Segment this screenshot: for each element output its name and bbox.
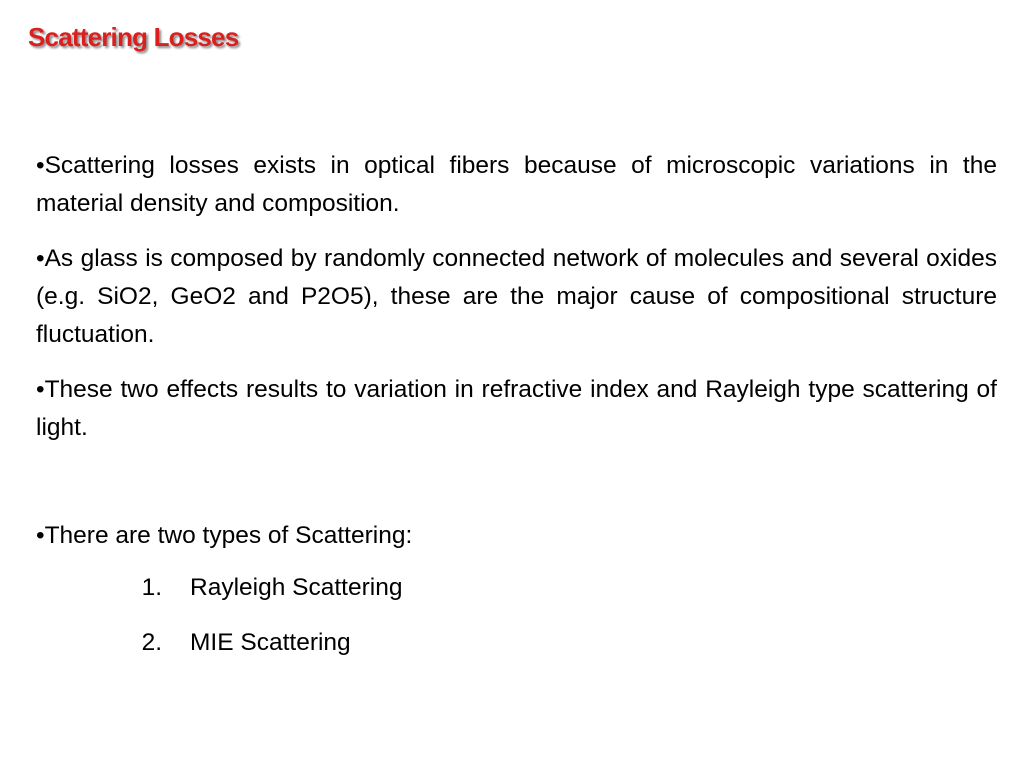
bullet-icon: • <box>36 152 45 179</box>
bullet-paragraph <box>36 371 997 447</box>
list-number: 1. <box>141 574 162 601</box>
paragraph-text: There are two types of Scattering: <box>44 522 413 549</box>
scattering-types-list <box>36 569 997 662</box>
list-item-label: Rayleigh Scattering <box>190 574 403 601</box>
list-item <box>36 624 997 662</box>
list-item <box>36 569 997 607</box>
list-number: 2. <box>141 629 162 656</box>
list-item-label: MIE Scattering <box>190 629 351 656</box>
paragraph-text: As glass is composed by randomly connected network of molecules and several oxides (e.g. SiO2, GeO2 and P2O5), these are the major cause of compositional structure fluctuation. <box>36 245 997 348</box>
slide-body <box>36 147 997 662</box>
bullet-icon: • <box>36 245 45 272</box>
bullet-paragraph <box>36 240 997 354</box>
paragraph-text: These two effects results to variation in refractive index and Rayleigh type scattering of light. <box>36 376 997 441</box>
bullet-paragraph <box>36 517 997 555</box>
slide-title: Scattering Losses <box>28 22 239 52</box>
paragraph-text: Scattering losses exists in optical fibers because of microscopic variations in the material density and composition. <box>36 152 997 217</box>
bullet-icon: • <box>36 522 45 549</box>
bullet-icon: • <box>36 376 45 403</box>
bullet-paragraph <box>36 147 997 223</box>
